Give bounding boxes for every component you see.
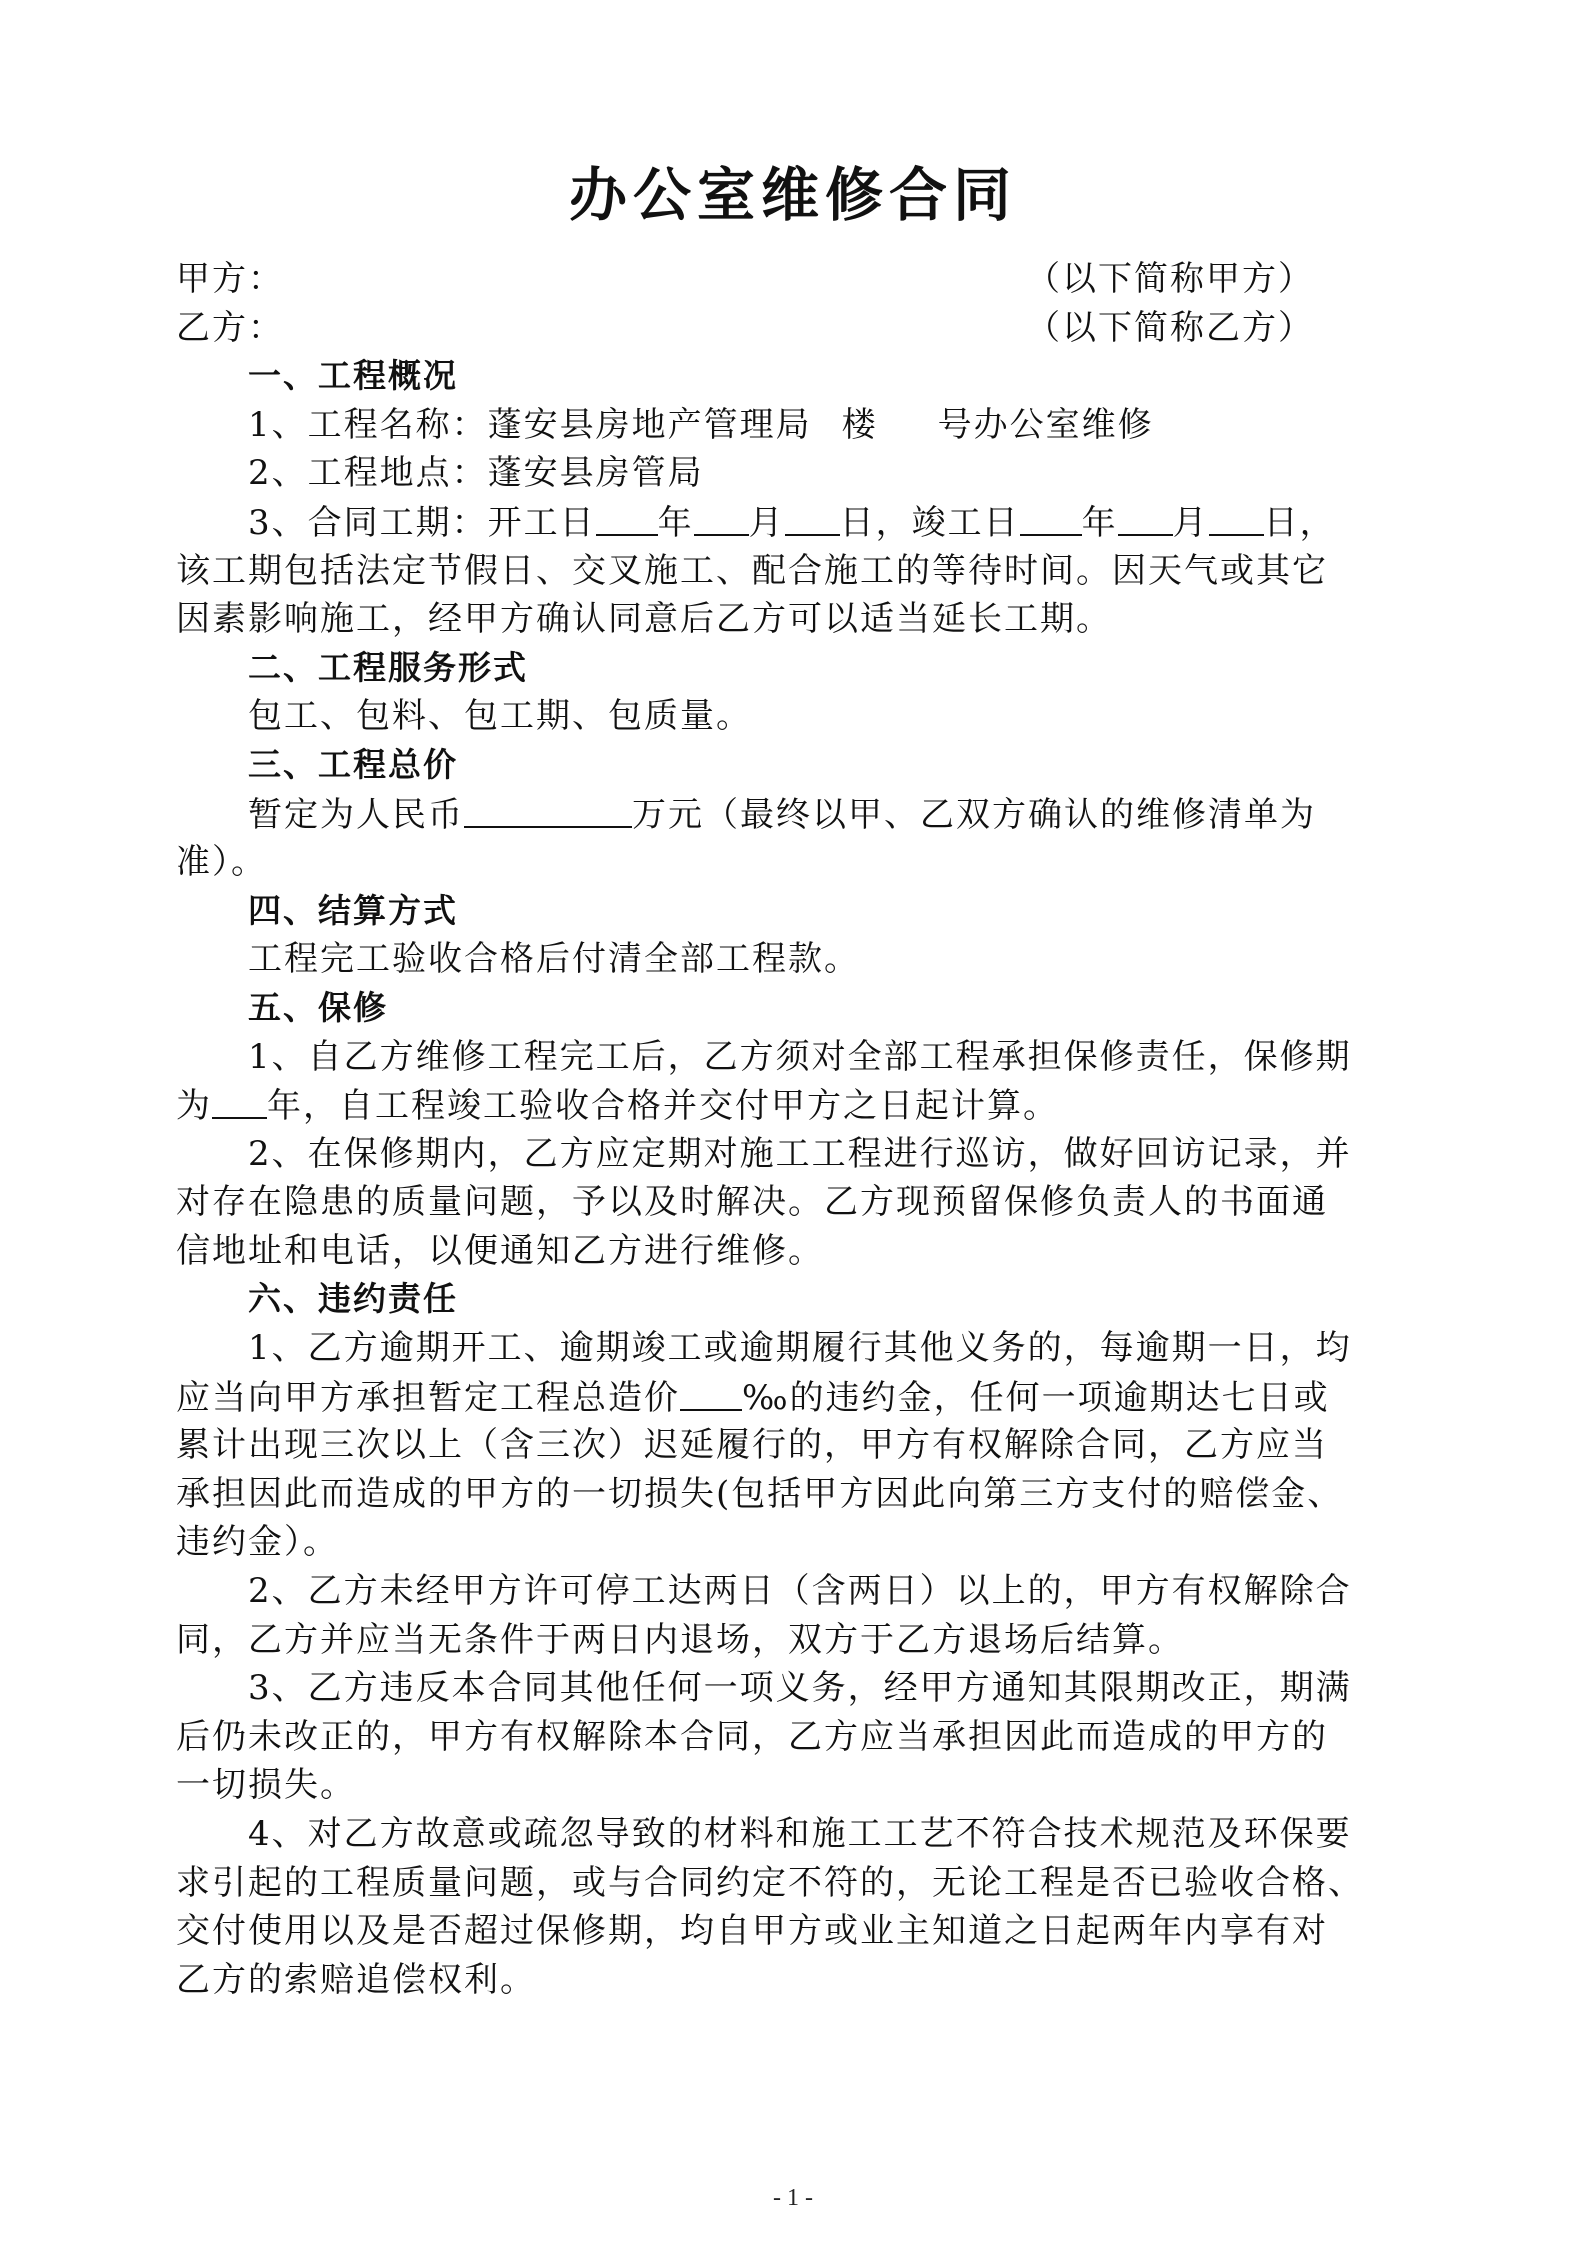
- end-year-blank: [1020, 498, 1082, 536]
- party-b-label: 乙方：: [176, 307, 284, 348]
- price-note: 万元（最终以甲、乙双方确认的维修清单为: [632, 794, 1316, 835]
- page-number: - 1 -: [773, 2185, 813, 2211]
- end-date-label: ，竣工日: [875, 502, 1020, 543]
- building-label: 楼: [841, 404, 878, 445]
- warranty-p2-line-1: 2、在保修期内，乙方应定期对施工工程进行巡访，做好回访记录，并: [248, 1133, 1352, 1174]
- project-name-line: [176, 401, 1376, 450]
- room-label: 号办公室维修: [937, 404, 1154, 445]
- penalty-text: ‰的违约金，任何一项逾期达七日或: [742, 1377, 1330, 1418]
- day-label: 日，: [1263, 502, 1336, 543]
- section-1-heading: 一、工程概况: [248, 356, 458, 396]
- party-b-line: [176, 304, 1376, 353]
- section-2-heading: 二、工程服务形式: [248, 647, 528, 687]
- price-label: 暂定为人民币: [248, 794, 464, 835]
- day-label: 日: [839, 502, 876, 543]
- warranty-p1-line-2: [176, 1081, 1376, 1130]
- penalty-rate-blank: [680, 1373, 742, 1411]
- warranty-p1-line-1: 1、自乙方维修工程完工后，乙方须对全部工程承担保修责任，保修期: [248, 1036, 1352, 1077]
- total-price-line-2: 准）。: [176, 842, 267, 883]
- document-title: 办公室维修合同: [568, 161, 1017, 229]
- start-date-label: 3、合同工期：开工日: [248, 502, 596, 543]
- contract-period-line: [176, 498, 1376, 547]
- breach-p4-line-4: 乙方的索赔追偿权利。: [176, 1959, 536, 2000]
- party-b-note: （以下简称乙方）: [1026, 307, 1314, 348]
- total-price-line: [176, 790, 1376, 839]
- breach-p3-line-3: 一切损失。: [176, 1765, 356, 1806]
- warranty-p2-line-2: 对存在隐患的质量问题，予以及时解决。乙方现预留保修负责人的书面通: [176, 1182, 1328, 1223]
- section-4-heading: 四、结算方式: [248, 890, 458, 930]
- breach-p2-line-2: 同，乙方并应当无条件于两日内退场，双方于乙方退场后结算。: [176, 1619, 1184, 1660]
- month-label: 月: [1172, 502, 1209, 543]
- breach-p2-line-1: 2、乙方未经甲方许可停工达两日（含两日）以上的，甲方有权解除合: [248, 1571, 1352, 1612]
- service-form-text: 包工、包料、包工期、包质量。: [248, 696, 752, 737]
- party-a-label: 甲方：: [176, 259, 284, 299]
- party-a-note: （以下简称甲方）: [1026, 259, 1314, 299]
- project-name-text: 1、工程名称：蓬安县房地产管理局: [248, 404, 812, 445]
- price-blank: [464, 790, 632, 828]
- breach-p1-line-4: 承担因此而造成的甲方的一切损失(包括甲方因此向第三方支付的赔偿金、: [176, 1473, 1344, 1514]
- start-month-blank: [694, 498, 749, 536]
- contract-body: [176, 255, 1376, 2004]
- warranty-years-blank: [212, 1081, 267, 1119]
- year-label: 年: [1081, 502, 1118, 543]
- warranty-period-text: 年，自工程竣工验收合格并交付甲方之日起计算。: [267, 1086, 1059, 1127]
- breach-p4-line-1: 4、对乙方故意或疏忽导致的材料和施工工艺不符合技术规范及环保要: [248, 1814, 1352, 1854]
- start-day-blank: [785, 498, 840, 536]
- party-a-line: [176, 255, 1376, 304]
- breach-p3-line-1: 3、乙方违反本合同其他任何一项义务，经甲方通知其限期改正，期满: [248, 1668, 1352, 1709]
- penalty-label: 应当向甲方承担暂定工程总造价: [176, 1377, 680, 1418]
- breach-p1-line-5: 违约金）。: [176, 1522, 339, 1563]
- end-month-blank: [1118, 498, 1173, 536]
- warranty-period-label: 为: [176, 1086, 212, 1127]
- breach-p4-line-2: 求引起的工程质量问题，或与合同约定不符的，无论工程是否已验收合格、: [176, 1862, 1364, 1903]
- start-year-blank: [596, 498, 658, 536]
- end-day-blank: [1209, 498, 1264, 536]
- breach-p3-line-2: 后仍未改正的，甲方有权解除本合同，乙方应当承担因此而造成的甲方的: [176, 1716, 1328, 1757]
- section-3-heading: 三、工程总价: [248, 744, 458, 784]
- section-6-heading: 六、违约责任: [248, 1279, 458, 1319]
- year-label: 年: [657, 502, 694, 543]
- breach-p4-line-3: 交付使用以及是否超过保修期，均自甲方或业主知道之日起两年内享有对: [176, 1911, 1328, 1952]
- section-5-heading: 五、保修: [248, 987, 388, 1027]
- breach-p1-line-3: 累计出现三次以上（含三次）迟延履行的，甲方有权解除合同，乙方应当: [176, 1425, 1328, 1466]
- settlement-text: 工程完工验收合格后付清全部工程款。: [248, 939, 860, 980]
- month-label: 月: [748, 502, 785, 543]
- project-location-line: 2、工程地点：蓬安县房管局: [248, 453, 704, 494]
- breach-p1-line-2: [176, 1373, 1376, 1422]
- breach-p1-line-1: 1、乙方逾期开工、逾期竣工或逾期履行其他义务的，每逾期一日，均: [248, 1328, 1352, 1369]
- contract-period-line-3: 因素影响施工，经甲方确认同意后乙方可以适当延长工期。: [176, 599, 1112, 640]
- contract-period-line-2: 该工期包括法定节假日、交叉施工、配合施工的等待时间。因天气或其它: [176, 550, 1328, 591]
- warranty-p2-line-3: 信地址和电话，以便通知乙方进行维修。: [176, 1230, 824, 1271]
